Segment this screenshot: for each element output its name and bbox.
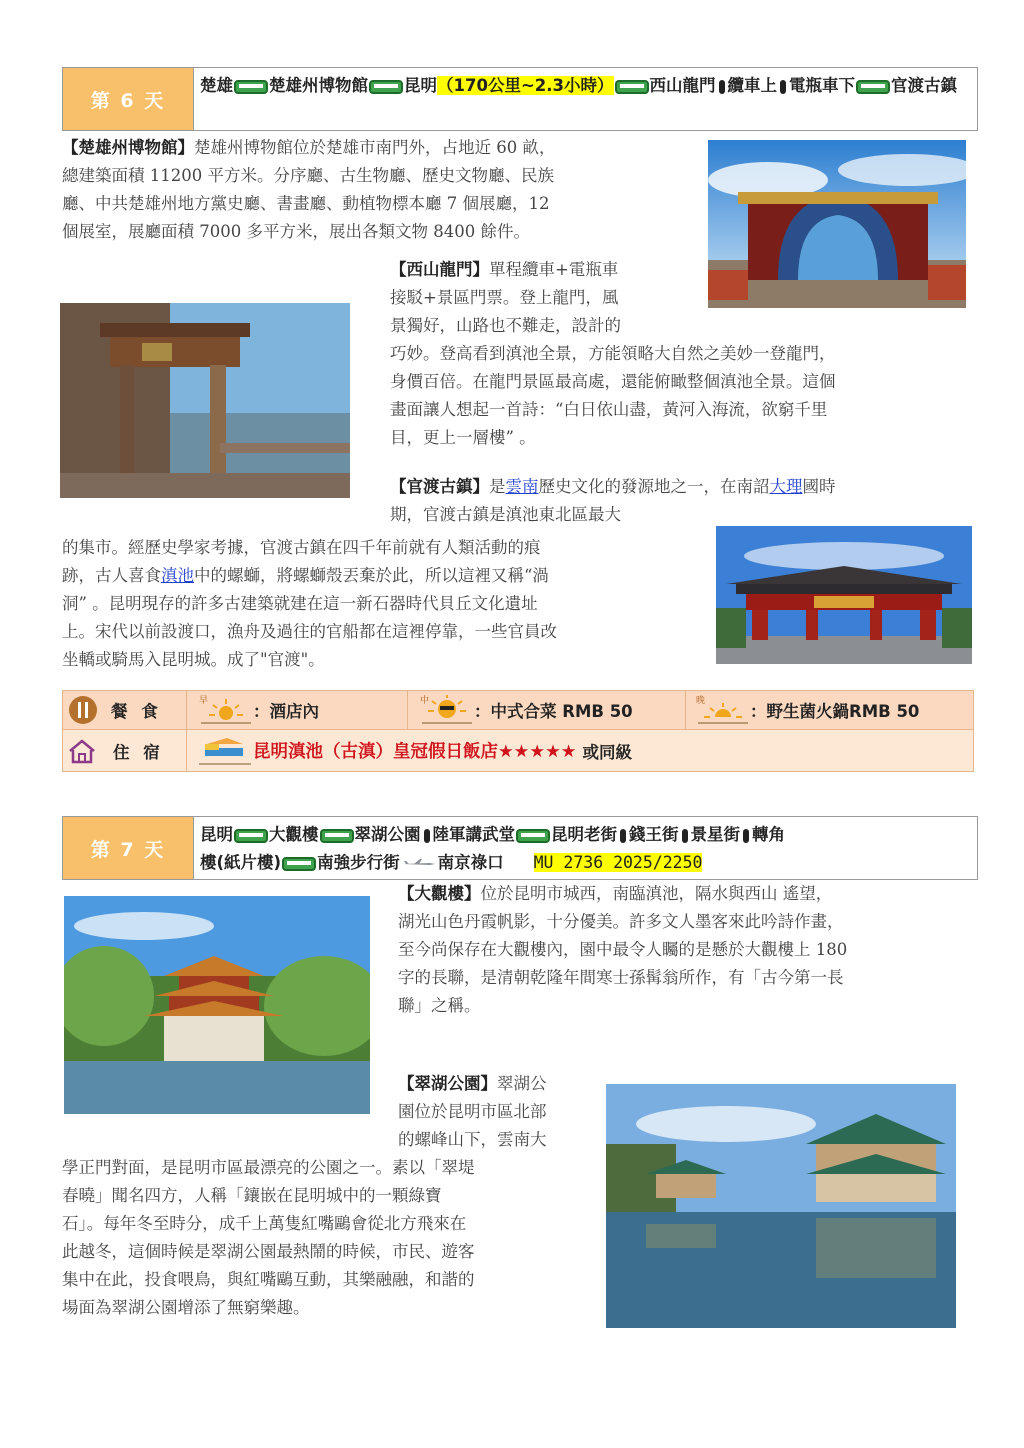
text-line: 集中在此，投食喂鳥，與紅嘴鷗互動，其樂融融，和諧的 (62, 1270, 475, 1289)
route-distance: （170公里~2.3小時） (437, 76, 614, 95)
guandu-photo (716, 526, 972, 664)
route-stop: 景星街 (690, 825, 740, 844)
museum-paragraph (62, 134, 702, 246)
xishan-photo (60, 303, 350, 498)
text-line: 跡，古人喜食 (62, 566, 161, 585)
text-line: 楚雄州博物館位於楚雄市南門外，占地近 60 畝， (194, 138, 556, 157)
text-line: 畫面讓人想起一首詩：“白日依山盡，黃河入海流，欲窮千里 (390, 400, 828, 419)
text-line: 歷史文化的發源地之一，在南詔 (538, 477, 770, 496)
route-stop: 轉角 (752, 825, 785, 844)
dinner-tag: 晚 (696, 696, 706, 706)
text-line: 坐轎或騎馬入昆明城。成了"官渡"。 (62, 650, 325, 669)
text-line: 國時 (802, 477, 836, 496)
dinner-text: ：野生菌火鍋RMB 50 (750, 702, 920, 721)
route-stop: 南京祿口 (437, 853, 504, 872)
text-line: 此越冬，這個時候是翠湖公園最熱鬧的時候，市民、遊客 (62, 1242, 475, 1261)
meals-label-cell (63, 691, 187, 729)
text-line: 石」。每年冬至時分，成千上萬隻紅嘴鷗會從北方飛來在 (62, 1214, 467, 1233)
text-line: 洞” 。昆明現存的許多古建築就建在這一新石器時代貝丘文化遺址 (62, 594, 538, 613)
xishan-paragraph (390, 256, 970, 452)
text-line: 單程纜車+電瓶車 (489, 260, 619, 279)
day6-route (194, 68, 977, 130)
guandu-paragraph-top (390, 473, 970, 529)
walk-icon (780, 80, 786, 94)
route-stop: 錢王街 (629, 825, 679, 844)
day6-hotel-row (62, 730, 974, 772)
text-line: 總建築面積 11200 平方米。分序廳、古生物廳、歷史文物廳、民族 (62, 166, 554, 185)
walk-icon (743, 829, 749, 843)
dinner-cell (685, 691, 973, 729)
text-line: 是 (489, 477, 506, 496)
daguan-title: 【大觀樓】 (398, 884, 481, 903)
breakfast-cell (187, 691, 407, 729)
day6-meals-row (62, 690, 974, 730)
text-line: 位於昆明市城西，南臨滇池，隔水與西山 遙望， (480, 884, 833, 903)
route-stop: 楚雄 (200, 76, 233, 95)
text-line: 園位於昆明市區北部 (398, 1102, 547, 1121)
route-stop: 昆明 (200, 825, 233, 844)
text-line: 至今尚保存在大觀樓內，園中最令人矚的是懸於大觀樓上 180 (398, 940, 848, 959)
meals-label: 餐 食 (111, 702, 162, 721)
plane-icon (402, 859, 436, 869)
text-line: 廳、中共楚雄州地方黨史廳、書畫廳、動植物標本廳 7 個展廳，12 (62, 194, 550, 213)
route-stop: 樓(紙片樓) (200, 853, 282, 872)
bus-icon (282, 857, 316, 871)
day7-route (194, 817, 977, 879)
lunch-cell (407, 691, 685, 729)
route-stop: 纜車上 (727, 76, 777, 95)
house-icon (67, 738, 97, 764)
text-line: 目，更上一層樓” 。 (390, 428, 536, 447)
text-line: 的螺峰山下，雲南大 (398, 1130, 547, 1149)
route-stop: 昆明 (404, 76, 437, 95)
lunch-tag: 中 (420, 696, 430, 706)
cuihu-title: 【翠湖公園】 (398, 1074, 497, 1093)
route-stop: 大觀樓 (269, 825, 319, 844)
breakfast-sun-icon (199, 695, 253, 725)
hotel-name: 昆明滇池（古滇）皇冠假日飯店★★★★★ (253, 742, 577, 762)
daguan-paragraph (398, 880, 968, 1020)
bus-icon (234, 829, 268, 843)
text-line: 字的長聯，是清朝乾隆年間寒士孫髯翁所作，有「古今第一長 (398, 968, 844, 987)
text-line: 接駁+景區門票。登上龍門，風 (390, 288, 619, 307)
walk-icon (719, 80, 725, 94)
day7-header (62, 816, 978, 880)
text-line: 個展室，展廳面積 7000 多平方米，展出各類文物 8400 餘件。 (62, 222, 530, 241)
route-stop: 官渡古鎮 (891, 76, 957, 95)
walk-icon (620, 829, 626, 843)
cuihu-photo (606, 1084, 956, 1328)
text-line: 翠湖公 (497, 1074, 547, 1093)
text-line: 的集市。經歷史學家考據，官渡古鎮在四千年前就有人類活動的痕 (62, 538, 541, 557)
text-line: 學正門對面，是昆明市區最漂亮的公園之一。素以「翠堤 (62, 1158, 475, 1177)
text-line: 聯」之稱。 (398, 996, 481, 1015)
dali-link[interactable]: 大理 (769, 477, 803, 496)
xishan-title: 【西山龍門】 (390, 260, 489, 279)
bus-icon (615, 80, 649, 94)
cutlery-icon (69, 696, 97, 724)
text-line: 春曉」聞名四方，人稱「鑲嵌在昆明城中的一顆綠寶 (62, 1186, 442, 1205)
walk-icon (682, 829, 688, 843)
hotel-label: 住 宿 (113, 742, 164, 762)
day6-header (62, 67, 978, 131)
route-stop: 陸軍講武堂 (432, 825, 515, 844)
text-line: 身價百倍。在龍門景區最高處，還能俯瞰整個滇池全景。這個 (390, 372, 836, 391)
bus-icon (320, 829, 354, 843)
breakfast-tag: 早 (199, 696, 209, 706)
route-stop: 翠湖公園 (354, 825, 421, 844)
route-stop: 昆明老街 (551, 825, 617, 844)
hotel-label-cell (63, 730, 187, 771)
text-line: 場面為翠湖公園增添了無窮樂趣。 (62, 1298, 310, 1317)
bus-icon (516, 829, 550, 843)
route-stop: 楚雄州博物館 (269, 76, 368, 95)
bed-icon (197, 736, 253, 766)
cuihu-paragraph-bottom (62, 1154, 592, 1322)
text-line: 中的螺螄，將螺螄殼丟棄於此，所以這裡又稱“渦 (194, 566, 549, 585)
dinner-sun-icon (696, 695, 750, 725)
dianchi-link[interactable]: 滇池 (161, 566, 194, 585)
flight-number: MU 2736 2025/2250 (533, 853, 703, 872)
breakfast-text: ：酒店內 (253, 702, 319, 721)
route-stop: 電瓶車下 (789, 76, 855, 95)
lunch-sun-icon (420, 695, 474, 725)
bus-icon (369, 80, 403, 94)
walk-icon (424, 829, 430, 843)
hotel-cell (187, 730, 973, 771)
day6-label: 第 6 天 (63, 68, 194, 130)
yunnan-link[interactable]: 雲南 (505, 477, 539, 496)
route-stop: 南強步行街 (317, 853, 400, 872)
route-stop: 西山龍門 (649, 76, 716, 95)
daguan-photo (64, 896, 370, 1114)
lunch-text: ：中式合菜 RMB 50 (474, 702, 633, 721)
guandu-paragraph-bottom (62, 534, 702, 674)
text-line: 上。宋代以前設渡口，漁舟及過往的官船都在這裡停靠，一些官員改 (62, 622, 557, 641)
museum-title: 【楚雄州博物館】 (62, 138, 194, 157)
bus-icon (234, 80, 268, 94)
text-line: 期，官渡古鎮是滇池東北區最大 (390, 505, 621, 524)
hotel-suffix: 或同級 (582, 742, 632, 762)
guandu-title: 【官渡古鎮】 (390, 477, 489, 496)
cuihu-paragraph-top (398, 1070, 588, 1154)
text-line: 景獨好，山路也不難走，設計的 (390, 316, 621, 335)
text-line: 巧妙。登高看到滇池全景，方能領略大自然之美妙一登龍門， (390, 344, 836, 363)
text-line: 湖光山色丹霞帆影，十分優美。許多文人墨客來此吟詩作畫， (398, 912, 844, 931)
bus-icon (856, 80, 890, 94)
day7-label: 第 7 天 (63, 817, 194, 879)
